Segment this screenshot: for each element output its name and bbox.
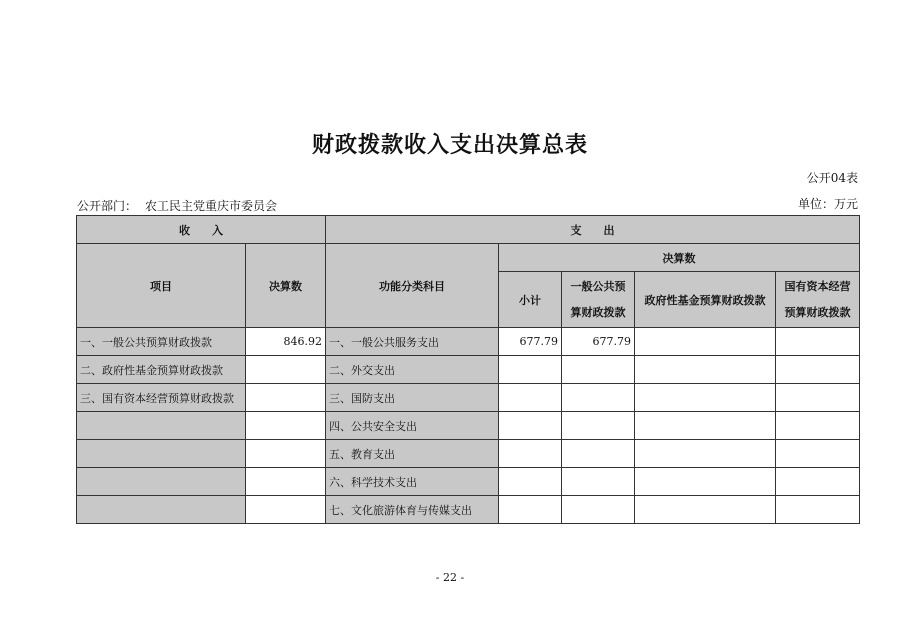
table-row bbox=[77, 440, 860, 468]
state-capital-header-line2: 预算财政拨款 bbox=[784, 305, 851, 319]
income-amount bbox=[246, 356, 326, 384]
state-capital-cell bbox=[776, 412, 860, 440]
general-budget-header-line1: 一般公共预 bbox=[570, 279, 626, 293]
general-budget-header-line2: 算财政拨款 bbox=[570, 305, 626, 319]
finance-table bbox=[76, 215, 860, 524]
gov-fund-cell bbox=[635, 440, 776, 468]
state-capital-header bbox=[776, 272, 860, 328]
subtotal-cell bbox=[499, 412, 562, 440]
gov-fund-cell bbox=[635, 468, 776, 496]
page-title: 财政拨款收入支出决算总表 bbox=[311, 132, 588, 158]
gov-fund-cell bbox=[635, 384, 776, 412]
general-cell: 677.79 bbox=[562, 328, 635, 356]
state-capital-cell bbox=[776, 328, 860, 356]
income-item bbox=[77, 468, 246, 496]
gov-fund-cell bbox=[635, 496, 776, 524]
state-capital-header-line1: 国有资本经营 bbox=[784, 279, 851, 293]
department-line bbox=[77, 197, 277, 214]
income-item bbox=[77, 412, 246, 440]
income-amount bbox=[246, 440, 326, 468]
state-capital-cell bbox=[776, 440, 860, 468]
gov-fund-cell bbox=[635, 328, 776, 356]
general-cell bbox=[562, 440, 635, 468]
subtotal-cell bbox=[499, 356, 562, 384]
subtotal-cell: 677.79 bbox=[499, 328, 562, 356]
item-header: 项目 bbox=[77, 244, 246, 328]
gov-fund-cell bbox=[635, 356, 776, 384]
final-amount-group-header: 决算数 bbox=[499, 244, 860, 272]
income-amount: 846.92 bbox=[246, 328, 326, 356]
category-item: 四、公共安全支出 bbox=[326, 412, 499, 440]
page-number: - 22 - bbox=[435, 571, 465, 584]
category-item: 三、国防支出 bbox=[326, 384, 499, 412]
state-capital-cell bbox=[776, 384, 860, 412]
subtotal-cell bbox=[499, 468, 562, 496]
income-item: 一、一般公共预算财政拨款 bbox=[77, 328, 246, 356]
table-row bbox=[77, 328, 860, 356]
gov-fund-header: 政府性基金预算财政拨款 bbox=[635, 272, 776, 328]
subtotal-header: 小计 bbox=[499, 272, 562, 328]
state-capital-cell bbox=[776, 496, 860, 524]
department-label: 公开部门： bbox=[77, 199, 138, 213]
income-header: 收 入 bbox=[77, 216, 326, 244]
table-row bbox=[77, 356, 860, 384]
income-item: 二、政府性基金预算财政拨款 bbox=[77, 356, 246, 384]
income-amount bbox=[246, 468, 326, 496]
table-row bbox=[77, 496, 860, 524]
income-amount bbox=[246, 496, 326, 524]
state-capital-cell bbox=[776, 356, 860, 384]
category-item: 五、教育支出 bbox=[326, 440, 499, 468]
subtotal-cell bbox=[499, 440, 562, 468]
table-number: 公开04表 bbox=[806, 171, 858, 185]
general-cell bbox=[562, 356, 635, 384]
general-cell bbox=[562, 384, 635, 412]
expense-header: 支 出 bbox=[326, 216, 860, 244]
income-item bbox=[77, 440, 246, 468]
category-item: 七、文化旅游体育与传媒支出 bbox=[326, 496, 499, 524]
income-item: 三、国有资本经营预算财政拨款 bbox=[77, 384, 246, 412]
category-item: 六、科学技术支出 bbox=[326, 468, 499, 496]
table-row bbox=[77, 468, 860, 496]
subtotal-cell bbox=[499, 384, 562, 412]
final-amount-header: 决算数 bbox=[246, 244, 326, 328]
general-cell bbox=[562, 412, 635, 440]
category-item: 一、一般公共服务支出 bbox=[326, 328, 499, 356]
income-amount bbox=[246, 412, 326, 440]
gov-fund-cell bbox=[635, 412, 776, 440]
category-header: 功能分类科目 bbox=[326, 244, 499, 328]
unit-label: 单位：万元 bbox=[797, 197, 858, 211]
income-item bbox=[77, 496, 246, 524]
general-cell bbox=[562, 496, 635, 524]
category-item: 二、外交支出 bbox=[326, 356, 499, 384]
department-name: 农工民主党重庆市委员会 bbox=[145, 199, 278, 213]
income-amount bbox=[246, 384, 326, 412]
general-cell bbox=[562, 468, 635, 496]
state-capital-cell bbox=[776, 468, 860, 496]
table-row bbox=[77, 412, 860, 440]
general-budget-header bbox=[562, 272, 635, 328]
subtotal-cell bbox=[499, 496, 562, 524]
table-row bbox=[77, 384, 860, 412]
